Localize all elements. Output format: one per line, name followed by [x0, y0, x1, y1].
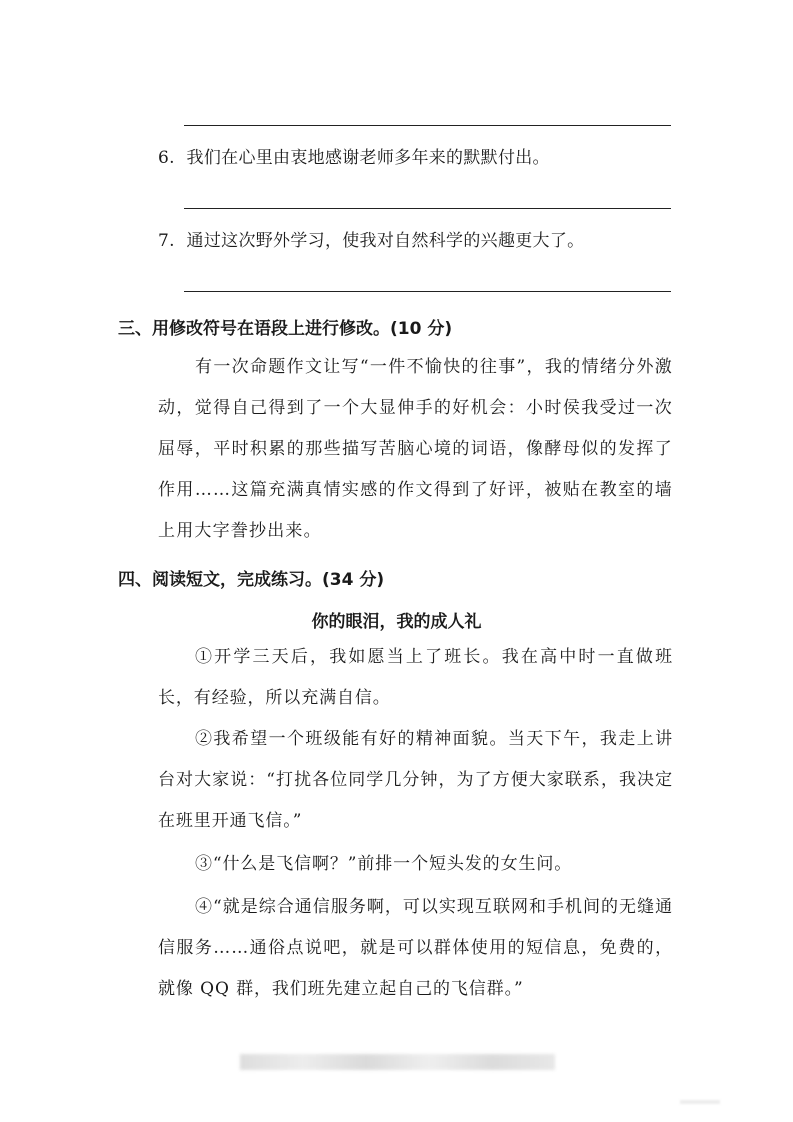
answer-line-6	[184, 208, 671, 209]
passage-paragraph-3: ③“什么是飞信啊？”前排一个短头发的女生问。	[195, 854, 573, 874]
section-3-heading	[118, 314, 452, 339]
passage-title: 你的眼泪，我的成人礼	[311, 612, 482, 632]
section-4-title: 四、阅读短文，完成练习。	[118, 570, 322, 590]
section-4-heading	[118, 565, 384, 590]
section-3-title: 三、用修改符号在语段上进行修改。	[118, 319, 390, 339]
corner-mark	[680, 1100, 720, 1104]
item-number: 7.	[158, 231, 175, 251]
passage-paragraph-4: ④“就是综合通信服务啊，可以实现互联网和手机间的无缝通信服务……通俗点说吧，就是可以群体使用的短信息，免费的，就像 QQ 群，我们班先建立起自己的飞信群。”	[158, 897, 673, 999]
passage-paragraph-2: ②我希望一个班级能有好的精神面貌。当天下午，我走上讲台对大家说：“打扰各位同学几分钟，为了方便大家联系，我决定在班里开通飞信。”	[158, 729, 673, 831]
question-item-6	[158, 146, 550, 170]
section-4-points: (34 分)	[322, 570, 385, 590]
item-text: 通过这次野外学习，使我对自然科学的兴趣更大了。	[186, 231, 585, 251]
section-3-paragraph: 有一次命题作文让写“一件不愉快的往事”，我的情绪分外激动，觉得自己得到了一个大显伸手的好机会：小时侯我受过一次屈辱，平时积累的那些描写苦脑心境的词语，像酵母似的发挥了作用……这篇充满真情实感的作文得到了好评，被贴在教室的墙上用大字誊抄出来。	[158, 357, 673, 541]
question-item-7	[158, 229, 584, 253]
section-3-points: (10 分)	[390, 319, 453, 339]
item-text: 我们在心里由衷地感谢老师多年来的默默付出。	[186, 148, 550, 168]
item-number: 6.	[158, 148, 175, 168]
answer-line-5	[184, 125, 671, 126]
answer-line-7	[184, 291, 671, 292]
passage-paragraph-1: ①开学三天后，我如愿当上了班长。我在高中时一直做班长，有经验，所以充满自信。	[158, 647, 673, 708]
blurred-footer	[240, 1054, 555, 1070]
